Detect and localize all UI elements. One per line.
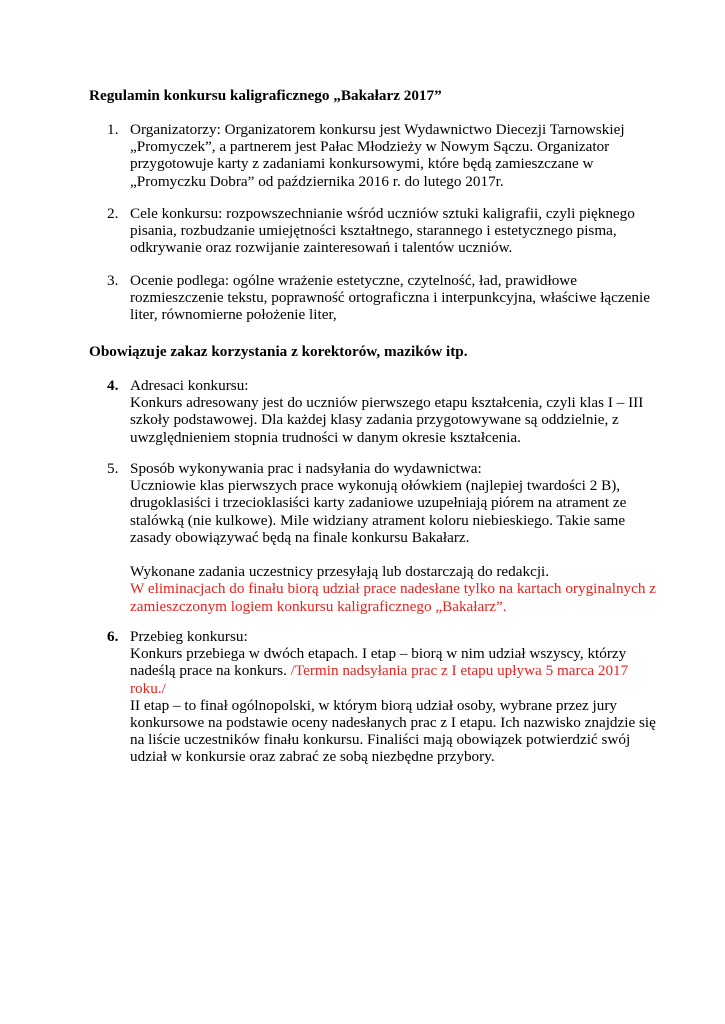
- paragraph-line: II etap – to finał ogólnopolski, w którym biorą udział osoby, wybrane przez jury: [130, 696, 618, 714]
- section-number: 2.: [107, 205, 119, 222]
- section-number: 6.: [107, 628, 119, 645]
- section-body: [130, 272, 650, 324]
- paragraph-line: na liście uczestników finału konkursu. Finaliści mają obowiązek potwierdzić swój: [130, 731, 631, 749]
- highlighted-line: zamieszczonym logiem konkursu kaligraficznego „Bakałarz”.: [130, 597, 507, 615]
- section-body: [130, 121, 647, 190]
- paragraph-line: szkoły podstawowej. Dla każdej klasy zadania przygotowywane są oddzielnie, z: [130, 411, 619, 429]
- paragraph-line: konkursowe na podstawie oceny nadesłanych prac z I etapu. Ich nazwisko znajdzie się: [130, 714, 656, 732]
- paragraph-gap: [130, 546, 647, 563]
- paragraph-line: odkrywanie oraz rozwijanie zainteresowań i talentów uczniów.: [130, 239, 513, 257]
- paragraph-text: nadeślą prace na konkurs.: [130, 662, 291, 680]
- paragraph-line: drugoklasiści i trzecioklasiści karty zadaniowe uzupełniają piórem na atrament ze: [130, 494, 627, 512]
- paragraph-line: Uczniowie klas pierwszych prace wykonują ołówkiem (najlepiej twardości 2 B),: [130, 477, 621, 495]
- highlighted-line: W eliminacjach do finału biorą udział prace nadesłane tylko na kartach oryginalnych z: [130, 580, 657, 598]
- paragraph-line: Ocenie podlega: ogólne wrażenie estetyczne, czytelność, ład, prawidłowe: [130, 272, 577, 289]
- highlighted-text: /Termin nadsyłania prac z I etapu upływa 5 marca 2017: [290, 662, 629, 680]
- paragraph-line: „Promyczku Dobra” od października 2016 r. do lutego 2017r.: [130, 172, 504, 190]
- rule-note: Obowiązuje zakaz korzystania z korektorów, mazików itp.: [89, 343, 468, 360]
- section-number: 3.: [107, 272, 119, 289]
- paragraph-line: Organizatorzy: Organizatorem konkursu jest Wydawnictwo Diecezji Tarnowskiej: [130, 121, 625, 138]
- paragraph-line: Sposób wykonywania prac i nadsyłania do wydawnictwa:: [130, 460, 482, 477]
- paragraph-line: „Promyczek”, a partnerem jest Pałac Młodzieży w Nowym Sączu. Organizator: [130, 138, 610, 156]
- mixed-line: [130, 662, 647, 679]
- section-number: 5.: [107, 460, 119, 477]
- section-body: [130, 377, 647, 446]
- paragraph-line: zasady obowiązywać będą na finale konkursu Bakałarz.: [130, 528, 470, 546]
- paragraph-line: Adresaci konkursu:: [130, 377, 249, 394]
- paragraph-line: pisania, rozbudzanie umiejętności kształtnego, starannego i estetycznego pisma,: [130, 222, 617, 240]
- paragraph-line: Konkurs adresowany jest do uczniów pierwszego etapu kształcenia, czyli klas I – III: [130, 394, 644, 412]
- section-body: [130, 628, 656, 766]
- paragraph-line: stalówką (nie kulkowe). Mile widziany atrament koloru niebieskiego. Takie same: [130, 511, 626, 529]
- document-title: Regulamin konkursu kaligraficznego „Bakałarz 2017”: [89, 87, 442, 104]
- paragraph-line: Cele konkursu: rozpowszechnianie wśród uczniów sztuki kaligrafii, czyli pięknego: [130, 205, 635, 222]
- highlighted-line: roku./: [130, 679, 166, 697]
- section-number: 4.: [107, 377, 119, 394]
- paragraph-line: Wykonane zadania uczestnicy przesyłają lub dostarczają do redakcji.: [130, 563, 550, 581]
- paragraph-line: Przebieg konkursu:: [130, 628, 248, 645]
- paragraph-line: rozmieszczenie tekstu, poprawność ortograficzna i interpunkcyjna, właściwe łączenie: [130, 289, 650, 307]
- section-number: 1.: [107, 121, 119, 138]
- paragraph-line: udział w konkursie oraz zabrać ze sobą niezbędne przybory.: [130, 748, 495, 766]
- paragraph-line: przygotowuje karty z zadaniami konkursowymi, które będą zamieszczane w: [130, 155, 594, 173]
- paragraph-line: liter, równomierne położenie liter,: [130, 306, 337, 324]
- paragraph-line: uwzględnieniem stopnia trudności w danym okresie kształcenia.: [130, 428, 521, 446]
- paragraph-line: Konkurs przebiega w dwóch etapach. I etap – biorą w nim udział wszyscy, którzy: [130, 645, 627, 663]
- section-body: [130, 205, 647, 257]
- section-body: [130, 460, 657, 615]
